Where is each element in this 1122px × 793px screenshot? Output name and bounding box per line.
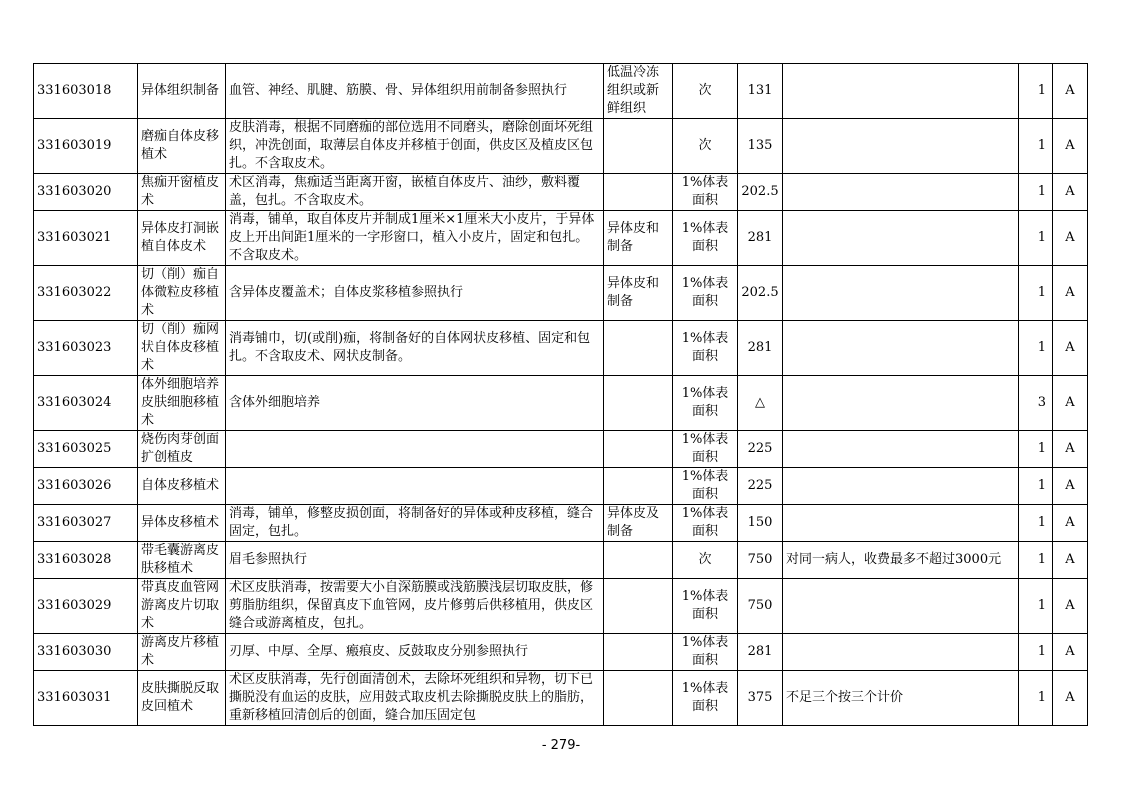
item-name-text: 皮肤撕脱反取皮回植术 [141,681,220,714]
item-name-text: 异体组织制备 [141,83,220,98]
item-note [783,174,1019,211]
item-name [138,321,226,376]
table-row [34,321,1088,376]
item-level-text: 3 [1037,395,1046,410]
item-level-text: 1 [1037,644,1046,659]
item-price [738,431,783,468]
item-price [738,174,783,211]
item-note [783,579,1019,634]
item-excluded [604,505,673,542]
item-category [1053,321,1088,376]
item-level [1019,505,1053,542]
item-price-text: 150 [747,515,773,530]
table-row [34,119,1088,174]
item-name [138,376,226,431]
item-price [738,119,783,174]
item-code-text: 331603018 [37,83,112,98]
item-unit [673,671,738,726]
item-unit [673,376,738,431]
item-excluded [604,431,673,468]
item-category-text: A [1065,230,1075,245]
item-price [738,266,783,321]
item-content [226,671,604,726]
item-price-text: 750 [747,552,773,567]
item-content-text: 消毒铺巾，切(或削)痂，将制备好的自体网状皮移植、固定和包扎。不含取皮术、网状皮制备。 [229,331,591,364]
item-content [226,174,604,211]
table-row [34,634,1088,671]
item-level-text: 1 [1037,138,1046,153]
item-unit [673,431,738,468]
item-content [226,211,604,266]
item-name [138,505,226,542]
item-code-text: 331603024 [37,395,112,410]
item-level [1019,266,1053,321]
item-content-text: 术区皮肤消毒，按需要大小自深筋膜或浅筋膜浅层切取皮肤，修剪脂肪组织，保留真皮下血管网，皮片修剪后供移植用，供皮区缝合或游离植皮，包扎。 [229,580,594,631]
item-code [34,431,138,468]
table-row [34,468,1088,505]
item-name-text: 异体皮移植术 [141,515,220,530]
table-row [34,211,1088,266]
item-content-text: 刃厚、中厚、全厚、瘢痕皮、反鼓取皮分别参照执行 [229,644,529,659]
item-level-text: 1 [1037,552,1046,567]
item-level [1019,211,1053,266]
item-category [1053,542,1088,579]
item-level-text: 1 [1037,340,1046,355]
table-row [34,542,1088,579]
item-level-text: 1 [1037,478,1046,493]
item-price-text: 202.5 [741,285,779,300]
item-content-text: 消毒，铺单，修整皮损创面，将制备好的异体或种皮移植，缝合固定，包扎。 [229,506,594,539]
item-level-text: 1 [1037,441,1046,456]
item-unit [673,174,738,211]
item-unit-text: 1%体表面积 [681,469,729,502]
item-note [783,671,1019,726]
item-unit-text: 1%体表面积 [681,635,729,668]
item-unit [673,634,738,671]
item-name-text: 游离皮片移植术 [141,635,220,668]
item-unit-text: 1%体表面积 [681,331,729,364]
item-name-text: 焦痂开窗植皮术 [141,175,220,208]
item-category-text: A [1065,441,1075,456]
item-category-text: A [1065,690,1075,705]
item-category-text: A [1065,285,1075,300]
item-code-text: 331603021 [37,230,112,245]
item-code-text: 331603028 [37,552,112,567]
item-level-text: 1 [1037,690,1046,705]
item-content [226,634,604,671]
item-code-text: 331603029 [37,598,112,613]
item-unit [673,119,738,174]
item-content-text: 术区消毒，焦痂适当距离开窗，嵌植自体皮片、油纱，敷料覆盖，包扎。不含取皮术。 [229,175,581,208]
table-row [34,671,1088,726]
item-code-text: 331603026 [37,478,112,493]
item-content-text: 含异体皮覆盖术；自体皮浆移植参照执行 [229,285,464,300]
item-level-text: 1 [1037,515,1046,530]
item-code [34,376,138,431]
item-content-text: 术区皮肤消毒，先行创面清创术，去除坏死组织和异物，切下已撕脱没有血运的皮肤，应用鼓式取皮机去除撕脱皮肤上的脂肪，重新移植回清创后的创面，缝合加压固定包 [229,672,594,723]
item-name-text: 磨痂自体皮移植术 [141,129,220,162]
item-level [1019,321,1053,376]
item-category [1053,64,1088,119]
item-category [1053,211,1088,266]
item-price [738,579,783,634]
item-content [226,542,604,579]
item-name-text: 异体皮打洞嵌植自体皮术 [141,221,220,254]
item-code [34,64,138,119]
table-row [34,64,1088,119]
item-name [138,211,226,266]
item-note [783,321,1019,376]
item-price [738,542,783,579]
item-code [34,321,138,376]
item-category-text: A [1065,138,1075,153]
item-code [34,119,138,174]
item-code-text: 331603022 [37,285,112,300]
item-price-text: 225 [747,441,773,456]
item-content [226,64,604,119]
item-price-text: △ [755,395,765,410]
item-note [783,634,1019,671]
item-unit [673,542,738,579]
item-content [226,321,604,376]
item-category [1053,376,1088,431]
item-level [1019,376,1053,431]
item-unit-text: 次 [698,138,712,153]
item-level [1019,431,1053,468]
table-body [34,64,1088,726]
item-unit-text: 次 [698,83,712,98]
item-unit [673,505,738,542]
item-price [738,64,783,119]
item-content [226,376,604,431]
item-excluded [604,376,673,431]
item-excluded [604,671,673,726]
item-note-text: 不足三个按三个计价 [786,690,904,705]
item-category-text: A [1065,83,1075,98]
item-note [783,64,1019,119]
item-level [1019,468,1053,505]
item-level [1019,634,1053,671]
item-price-text: 281 [747,644,773,659]
item-category-text: A [1065,598,1075,613]
item-code [34,634,138,671]
item-name-text: 切（削）痂网状自体皮移植术 [141,322,220,373]
table-row [34,376,1088,431]
item-unit [673,321,738,376]
page-number: - 279- [541,738,581,753]
item-price-text: 135 [747,138,773,153]
item-level [1019,64,1053,119]
item-unit [673,266,738,321]
item-note [783,211,1019,266]
item-code [34,266,138,321]
item-level [1019,671,1053,726]
item-price [738,321,783,376]
item-content-text: 眉毛参照执行 [229,552,308,567]
item-note [783,505,1019,542]
item-excluded [604,64,673,119]
item-excluded [604,634,673,671]
item-excluded [604,119,673,174]
item-code [34,542,138,579]
item-unit-text: 1%体表面积 [681,175,729,208]
item-content [226,266,604,321]
item-unit [673,64,738,119]
item-name [138,634,226,671]
item-level-text: 1 [1037,83,1046,98]
item-excluded [604,579,673,634]
item-unit [673,211,738,266]
item-excluded [604,321,673,376]
item-unit-text: 次 [698,552,712,567]
item-name [138,64,226,119]
item-price [738,468,783,505]
item-note [783,431,1019,468]
item-category-text: A [1065,184,1075,199]
item-price-text: 281 [747,230,773,245]
item-name [138,542,226,579]
item-code [34,671,138,726]
item-unit-text: 1%体表面积 [681,589,729,622]
item-level-text: 1 [1037,285,1046,300]
item-unit-text: 1%体表面积 [681,506,729,539]
table-row [34,505,1088,542]
item-price-text: 202.5 [741,184,779,199]
item-name [138,266,226,321]
item-unit-text: 1%体表面积 [681,432,729,465]
item-note [783,266,1019,321]
item-code [34,468,138,505]
table-row [34,579,1088,634]
item-category-text: A [1065,515,1075,530]
item-category [1053,431,1088,468]
item-level [1019,119,1053,174]
item-name-text: 切（削）痂自体微粒皮移植术 [141,267,220,318]
item-code-text: 331603020 [37,184,112,199]
item-excluded-text: 异体皮及制备 [607,506,660,539]
item-content [226,579,604,634]
item-note-text: 对同一病人，收费最多不超过3000元 [786,552,1002,567]
item-content-text: 消毒，铺单，取自体皮片并制成1厘米×1厘米大小皮片，于异体皮上开出间距1厘米的一字形窗口，植入小皮片，固定和包扎。不含取皮术。 [229,212,595,263]
item-price-text: 281 [747,340,773,355]
item-category [1053,579,1088,634]
item-name-text: 体外细胞培养皮肤细胞移植术 [141,377,220,428]
item-category-text: A [1065,340,1075,355]
item-code-text: 331603031 [37,690,112,705]
item-content [226,468,604,505]
item-category-text: A [1065,552,1075,567]
item-price-text: 225 [747,478,773,493]
item-name-text: 自体皮移植术 [141,478,220,493]
item-category [1053,634,1088,671]
item-excluded-text: 低温冷冻组织或新鲜组织 [607,65,660,116]
item-level [1019,579,1053,634]
item-category-text: A [1065,644,1075,659]
item-price [738,671,783,726]
item-name-text: 带真皮血管网游离皮片切取术 [141,580,220,631]
item-category [1053,119,1088,174]
item-code [34,211,138,266]
table-row [34,431,1088,468]
item-code [34,174,138,211]
item-excluded [604,542,673,579]
item-code-text: 331603025 [37,441,112,456]
item-note [783,468,1019,505]
item-content-text: 血管、神经、肌腱、筋膜、骨、异体组织用前制备参照执行 [229,83,568,98]
item-level-text: 1 [1037,598,1046,613]
item-note [783,119,1019,174]
item-category [1053,174,1088,211]
item-name [138,671,226,726]
item-price-text: 375 [747,690,773,705]
item-code-text: 331603023 [37,340,112,355]
item-code [34,579,138,634]
item-name [138,431,226,468]
item-excluded [604,468,673,505]
item-excluded [604,211,673,266]
item-level [1019,174,1053,211]
item-price-text: 750 [747,598,773,613]
table-row [34,174,1088,211]
item-category [1053,505,1088,542]
item-excluded-text: 异体皮和制备 [607,221,660,254]
item-excluded [604,174,673,211]
item-unit-text: 1%体表面积 [681,221,729,254]
item-content [226,505,604,542]
item-price [738,211,783,266]
item-content [226,119,604,174]
fee-schedule-table [33,63,1088,726]
item-category [1053,266,1088,321]
item-unit-text: 1%体表面积 [681,386,729,419]
item-price [738,634,783,671]
item-name-text: 带毛囊游离皮肤移植术 [141,543,220,576]
item-level-text: 1 [1037,184,1046,199]
item-category [1053,468,1088,505]
item-name [138,579,226,634]
item-note [783,376,1019,431]
item-content-text: 皮肤消毒，根据不同磨痂的部位选用不同磨头，磨除创面坏死组织，冲洗创面，取薄层自体皮并移植于创面，供皮区及植皮区包扎。不含取皮术。 [229,120,594,171]
item-level-text: 1 [1037,230,1046,245]
item-category [1053,671,1088,726]
item-code-text: 331603027 [37,515,112,530]
item-code [34,505,138,542]
item-level [1019,542,1053,579]
item-name [138,119,226,174]
item-unit [673,579,738,634]
item-unit-text: 1%体表面积 [681,681,729,714]
table-row [34,266,1088,321]
item-excluded [604,266,673,321]
item-name-text: 烧伤肉芽创面扩创植皮 [141,432,220,465]
item-name [138,468,226,505]
item-content-text: 含体外细胞培养 [229,395,321,410]
item-price [738,376,783,431]
item-unit [673,468,738,505]
item-excluded-text: 异体皮和制备 [607,276,660,309]
item-price [738,505,783,542]
item-price-text: 131 [747,83,773,98]
item-category-text: A [1065,395,1075,410]
item-content [226,431,604,468]
item-unit-text: 1%体表面积 [681,276,729,309]
item-code-text: 331603019 [37,138,112,153]
item-name [138,174,226,211]
item-note [783,542,1019,579]
item-code-text: 331603030 [37,644,112,659]
item-category-text: A [1065,478,1075,493]
